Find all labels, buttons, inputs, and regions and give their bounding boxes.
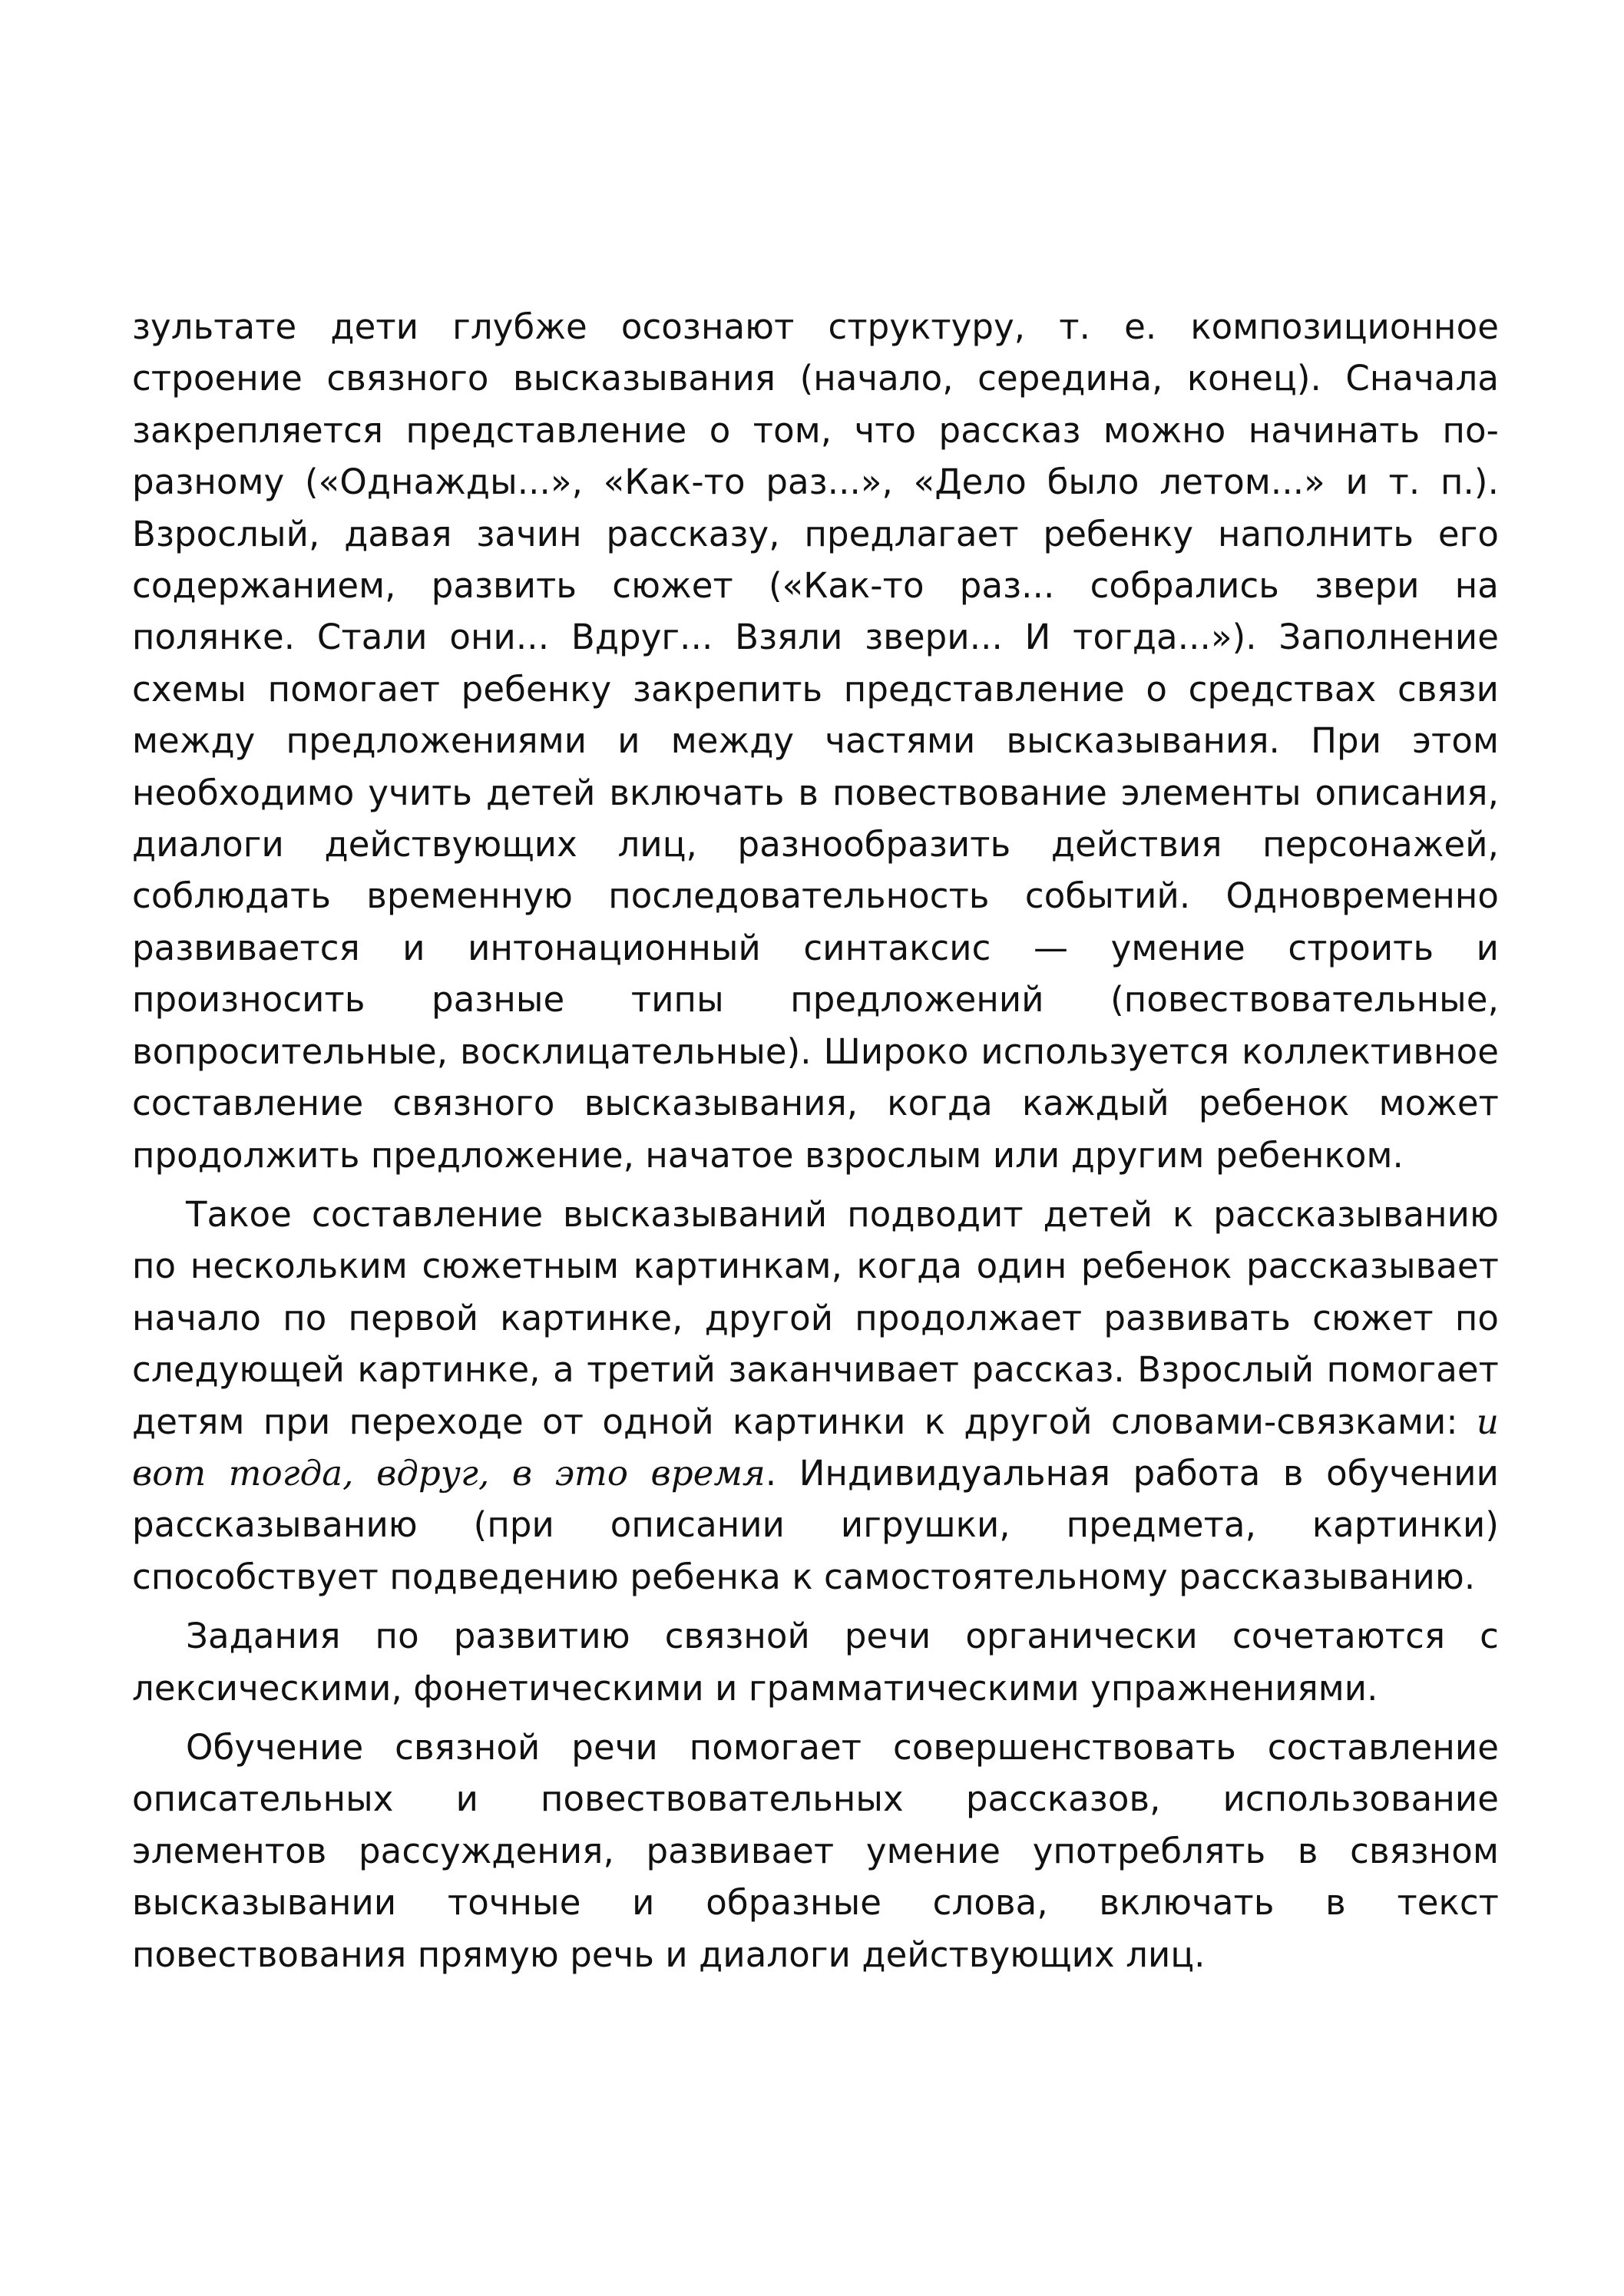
paragraph-picture-storytelling [132, 1189, 1499, 1603]
paragraph-text: . Индивидуальная работа в обучении рассказыванию (при описании игрушки, предмета, картинки) способствует подведению ребенка к самостоятельному рассказыванию. [132, 1452, 1499, 1597]
paragraph-text: Задания по развитию связной речи органически сочетаются с лексическими, фонетическими и грамматическими упражнениями. [132, 1616, 1499, 1709]
paragraph-text: Обучение связной речи помогает совершенствовать составление описательных и повествовательных рассказов, использование элементов рассуждения, развивает умение употреблять в связном высказывании точные и образные слова, включать в текст повествования прямую речь и диалоги действующих лиц. [132, 1726, 1499, 1975]
paragraph-conclusion [132, 1722, 1499, 1980]
paragraph-text: зультате дети глубже осознают структуру, т. е. композиционное строение связного высказывания (начало, середина, конец). Сначала закрепляется представление о том, что рассказ можно начинать по-разному («Однажды...», «Как-то раз...», «Дело было летом...» и т. п.). Взрослый, давая зачин рассказу, предлагает ребенку наполнить его содержанием, развить сюжет («Как-то раз... собрались звери на полянке. Стали они... Вдруг... Взяли звери... И тогда...»). Заполнение схемы помогает ребенку закрепить представление о средствах связи между предложениями и между частями высказывания. При этом необходимо учить детей включать в повествование элементы описания, диалоги действующих лиц, разнообразить действия персонажей, соблюдать временную последовательность событий. Одновременно развивается и интонационный синтаксис — умение строить и произносить разные типы предложений (повествовательные, вопросительные, восклицательные). Широко используется коллективное составление связного высказывания, когда каждый ребенок может продолжить предложение, начатое взрослым или другим ребенком. [132, 306, 1499, 1176]
paragraph-exercises [132, 1610, 1499, 1714]
body-text [132, 301, 1499, 1980]
linking-words-italic: и вот тогда, вдруг, в это время [132, 1401, 1499, 1494]
paragraph-continuation [132, 301, 1499, 1181]
paragraph-text: Такое составление высказываний подводит детей к рассказыванию по нескольким сюжетным картинкам, когда один ребенок рассказывает начало по первой картинке, другой продолжает развивать сюжет по следующей картинке, а третий заканчивает рассказ. Взрослый помогает детям при переходе от одной картинки к другой словами-связками: [132, 1193, 1499, 1442]
